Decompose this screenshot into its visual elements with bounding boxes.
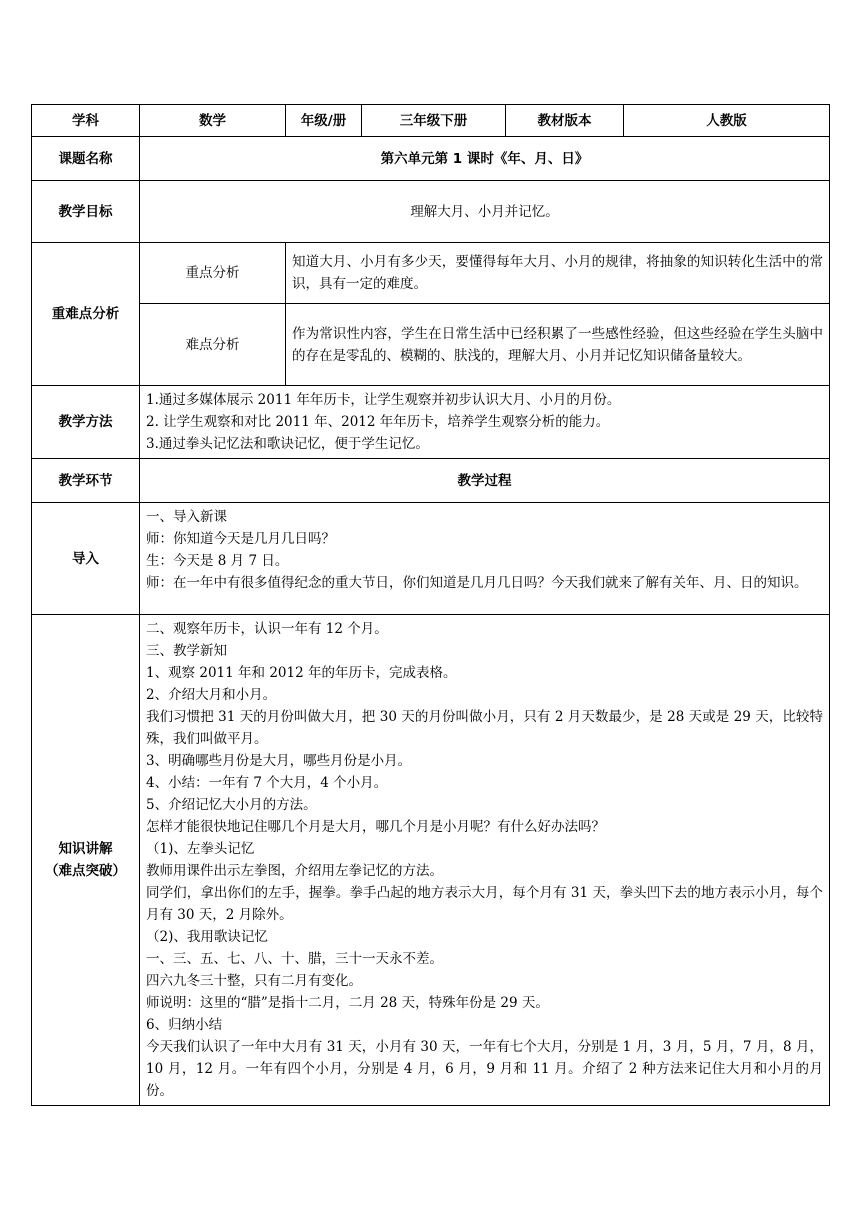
key-analysis-label: 重点分析 [140, 243, 286, 304]
grade-value: 三年级下册 [362, 105, 506, 137]
knowledge-line: 三、教学新知 [146, 643, 227, 659]
knowledge-line: 5、介绍记忆大小月的方法。 [146, 797, 317, 813]
knowledge-line: 一、三、五、七、八、十、腊，三十一天永不差。 [146, 951, 443, 967]
goal-label: 教学目标 [32, 181, 140, 243]
goal-row [32, 181, 830, 243]
lesson-row [32, 137, 830, 181]
methods-line: 2. 让学生观察和对比 2011 年、2012 年年历卡，培养学生观察分析的能力。 [146, 414, 610, 430]
knowledge-line: 3、明确哪些月份是大月，哪些月份是小月。 [146, 753, 412, 769]
lesson-plan-table [31, 104, 830, 1106]
knowledge-label: 知识讲解 [58, 841, 113, 857]
lesson-plan-page [31, 104, 829, 1106]
knowledge-row [32, 615, 830, 1106]
edition-value: 人教版 [624, 105, 830, 137]
knowledge-line: 今天我们认识了一年中大月有 31 天，小月有 30 天，一年有七个大月，分别是 1 月，3 月，5 月，7 月，8 月，10 月，12 月。一年有四个小月，分别是 4 月，6 月，9 月和 11 月。介绍了 2 种方法来记住大月和小月的月份。 [146, 1039, 823, 1099]
process-header-row [32, 459, 830, 503]
grade-label: 年级/册 [286, 105, 362, 137]
intro-row [32, 503, 830, 615]
intro-line: 师：在一年中有很多值得纪念的重大节日，你们知道是几月几日吗？今天我们就来了解有关年、月、日的知识。 [146, 575, 808, 591]
knowledge-line: 2、介绍大月和小月。 [146, 687, 277, 703]
knowledge-line: （1)、左拳头记忆 [146, 841, 255, 857]
difficulty-analysis-label: 难点分析 [140, 304, 286, 386]
stage-label: 教学环节 [32, 459, 140, 503]
subject-label: 学科 [32, 105, 140, 137]
key-analysis-text: 知道大月、小月有多少天，要懂得每年大月、小月的规律，将抽象的知识转化生活中的常识，具有一定的难度。 [292, 254, 823, 292]
key-analysis-row [32, 243, 830, 304]
difficulty-analysis-text: 作为常识性内容，学生在日常生活中已经积累了一些感性经验，但这些经验在学生头脑中的存在是零乱的、模糊的、肤浅的，理解大月、小月并记忆知识储备量较大。 [292, 325, 823, 364]
knowledge-line: 1、观察 2011 年和 2012 年的年历卡，完成表格。 [146, 665, 457, 681]
knowledge-line: （2)、我用歌诀记忆 [146, 929, 268, 945]
knowledge-sublabel: （难点突破） [45, 863, 126, 879]
knowledge-line: 教师用课件出示左拳图，介绍用左拳记忆的方法。 [146, 863, 443, 879]
knowledge-line: 4、小结：一年有 7 个大月，4 个小月。 [146, 775, 388, 791]
methods-label: 教学方法 [32, 386, 140, 459]
process-label: 教学过程 [140, 459, 830, 503]
intro-line: 师：你知道今天是几月几日吗？ [146, 531, 335, 547]
subject-value: 数学 [140, 105, 286, 137]
methods-line: 3.通过拳头记忆法和歌诀记忆，便于学生记忆。 [146, 436, 429, 452]
goal-text: 理解大月、小月并记忆。 [140, 181, 830, 243]
difficulty-analysis-row [32, 304, 830, 386]
intro-line: 一、导入新课 [146, 509, 227, 525]
intro-line: 生：今天是 8 月 7 日。 [146, 553, 289, 569]
analysis-label: 重难点分析 [32, 243, 140, 386]
difficulty-analysis-cell [286, 304, 830, 386]
intro-label: 导入 [32, 503, 140, 615]
lesson-label: 课题名称 [32, 137, 140, 181]
knowledge-line: 怎样才能很快地记住哪几个月是大月，哪几个月是小月呢？有什么好办法吗？ [146, 819, 605, 835]
header-row [32, 105, 830, 137]
methods-row [32, 386, 830, 459]
knowledge-line: 6、归纳小结 [146, 1017, 223, 1033]
knowledge-line: 同学们，拿出你们的左手，握拳。拳手凸起的地方表示大月，每个月有 31 天，拳头凹下去的地方表示小月，每个月有 30 天，2 月除外。 [146, 885, 823, 923]
intro-cell [140, 503, 830, 615]
knowledge-cell [140, 615, 830, 1106]
methods-line: 1.通过多媒体展示 2011 年年历卡，让学生观察并初步认识大月、小月的月份。 [146, 392, 621, 408]
knowledge-line: 我们习惯把 31 天的月份叫做大月，把 30 天的月份叫做小月，只有 2 月天数最少，是 28 天或是 29 天，比较特殊，我们叫做平月。 [146, 709, 823, 747]
knowledge-line: 师说明：这里的“腊”是指十二月，二月 28 天，特殊年份是 29 天。 [146, 995, 549, 1011]
methods-cell [140, 386, 830, 459]
key-analysis-cell [286, 243, 830, 304]
knowledge-line: 四六九冬三十整，只有二月有变化。 [146, 973, 362, 989]
lesson-title: 第六单元第 1 课时《年、月、日》 [140, 137, 830, 181]
edition-label: 教材版本 [506, 105, 624, 137]
knowledge-line: 二、观察年历卡，认识一年有 12 个月。 [146, 621, 388, 637]
knowledge-label-cell [32, 615, 140, 1106]
